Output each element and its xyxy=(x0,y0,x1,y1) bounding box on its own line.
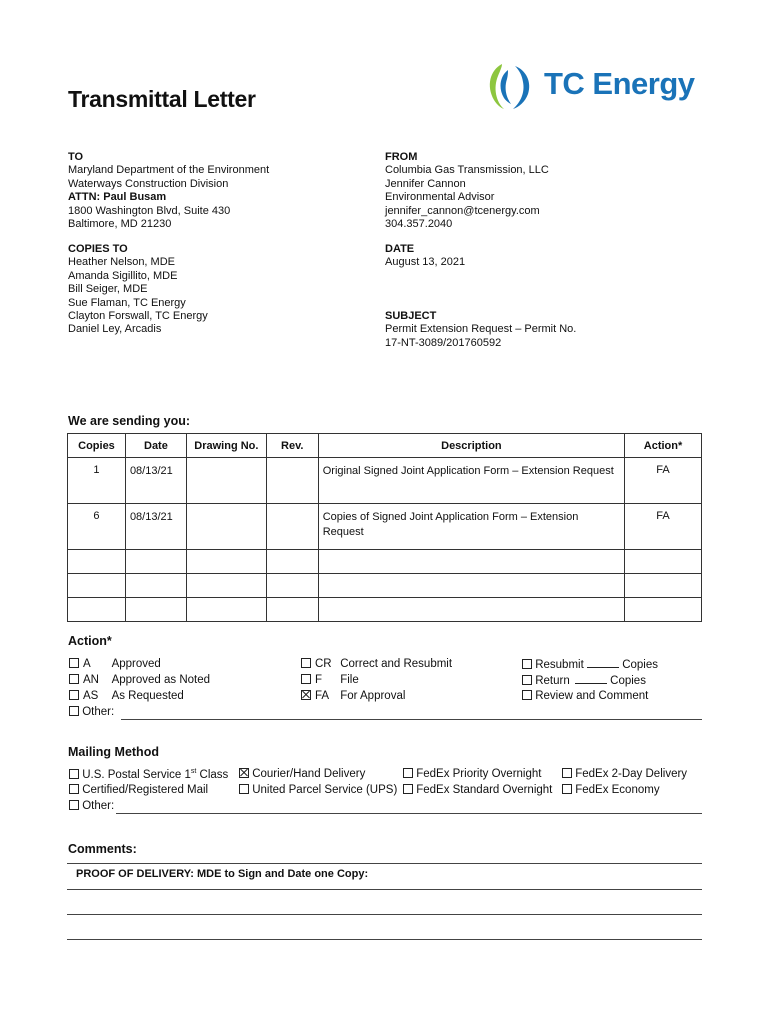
column-header: Rev. xyxy=(266,434,318,458)
to-line: Waterways Construction Division xyxy=(68,177,229,190)
checkbox[interactable] xyxy=(403,768,413,778)
drawing-cell xyxy=(186,458,266,504)
checkbox[interactable] xyxy=(522,675,532,685)
blank-line[interactable] xyxy=(575,674,607,684)
mailing-option-fedex-economy[interactable]: FedEx Economy xyxy=(562,784,660,796)
action-option[interactable]: Return Copies xyxy=(522,674,646,687)
action-cell: FA xyxy=(625,504,702,550)
mailing-option-ups[interactable]: United Parcel Service (UPS) xyxy=(239,784,397,796)
to-label: TO xyxy=(68,151,84,163)
empty-row xyxy=(68,598,702,622)
from-line: Jennifer Cannon xyxy=(385,177,466,190)
copies-to-line: Clayton Forswall, TC Energy xyxy=(68,310,208,323)
mailing-heading: Mailing Method xyxy=(68,745,159,759)
column-header: Copies xyxy=(68,434,126,458)
date-cell: 08/13/21 xyxy=(125,458,186,504)
table-header-row xyxy=(68,434,702,458)
sending-heading: We are sending you: xyxy=(68,414,191,428)
to-line: Maryland Department of the Environment xyxy=(68,164,270,177)
to-block xyxy=(68,151,269,231)
drawing-cell xyxy=(186,504,266,550)
checkbox[interactable] xyxy=(69,690,79,700)
from-label: FROM xyxy=(385,151,418,163)
logo-text: TC Energy xyxy=(544,66,695,101)
copies-to-line: Sue Flaman, TC Energy xyxy=(68,296,186,309)
mailing-other-line xyxy=(116,813,702,814)
rev-cell xyxy=(266,504,318,550)
table-row xyxy=(68,504,702,550)
column-header: Description xyxy=(318,434,624,458)
checkbox-checked[interactable] xyxy=(239,768,249,778)
copies-to-line: Daniel Ley, Arcadis xyxy=(68,323,162,336)
tc-energy-swirl-icon xyxy=(482,58,538,114)
date-block xyxy=(385,243,465,270)
from-phone: 304.357.2040 xyxy=(385,218,453,231)
blank-line[interactable] xyxy=(587,658,619,668)
checkbox[interactable] xyxy=(69,706,79,716)
to-line: Baltimore, MD 21230 xyxy=(68,218,172,231)
page-title: Transmittal Letter xyxy=(68,86,256,112)
comments-line[interactable] xyxy=(67,889,702,890)
checkbox[interactable] xyxy=(69,658,79,668)
comments-text: PROOF OF DELIVERY: MDE to Sign and Date one Copy: xyxy=(76,868,369,880)
copies-to-line: Bill Seiger, MDE xyxy=(68,283,148,296)
to-line: ATTN: Paul Busam xyxy=(68,191,167,204)
comments-line[interactable] xyxy=(67,939,702,940)
subject-line: Permit Extension Request – Permit No. xyxy=(385,323,577,336)
checkbox[interactable] xyxy=(69,769,79,779)
checkbox[interactable] xyxy=(301,674,311,684)
subject-block xyxy=(385,310,576,350)
company-logo xyxy=(482,58,702,114)
copies-to-line: Heather Nelson, MDE xyxy=(68,256,175,269)
action-option[interactable]: F File xyxy=(301,674,359,686)
action-option[interactable]: FA For Approval xyxy=(301,690,405,702)
mailing-option-fedex-2day[interactable]: FedEx 2-Day Delivery xyxy=(562,768,687,780)
checkbox[interactable] xyxy=(522,690,532,700)
description-cell: Original Signed Joint Application Form – Extension Request xyxy=(318,458,624,504)
from-line: Environmental Advisor xyxy=(385,191,495,204)
comments-line[interactable] xyxy=(67,914,702,915)
action-option[interactable]: A Approved xyxy=(69,658,161,670)
column-header: Date xyxy=(125,434,186,458)
mailing-option-courier[interactable]: Courier/Hand Delivery xyxy=(239,768,365,780)
subject-label: SUBJECT xyxy=(385,310,437,322)
empty-row xyxy=(68,574,702,598)
empty-row xyxy=(68,550,702,574)
mailing-option-fedex-standard[interactable]: FedEx Standard Overnight xyxy=(403,784,552,796)
date-cell: 08/13/21 xyxy=(125,504,186,550)
copies-cell: 1 xyxy=(68,458,126,504)
copies-to-line: Amanda Sigillito, MDE xyxy=(68,269,178,282)
checkbox[interactable] xyxy=(562,784,572,794)
action-option[interactable]: CR Correct and Resubmit xyxy=(301,658,452,670)
date-label: DATE xyxy=(385,243,415,255)
checkbox-checked[interactable] xyxy=(301,690,311,700)
action-option[interactable]: AS As Requested xyxy=(69,690,184,702)
action-option[interactable]: Resubmit Copies xyxy=(522,658,658,671)
items-table xyxy=(67,433,702,622)
description-cell: Copies of Signed Joint Application Form – Extension Request xyxy=(318,504,624,550)
checkbox[interactable] xyxy=(239,784,249,794)
column-header: Drawing No. xyxy=(186,434,266,458)
action-option[interactable]: Review and Comment xyxy=(522,690,648,702)
from-block xyxy=(385,151,549,231)
action-option[interactable]: AN Approved as Noted xyxy=(69,674,210,686)
action-other[interactable]: Other: xyxy=(69,706,114,718)
copies-cell: 6 xyxy=(68,504,126,550)
date-value: August 13, 2021 xyxy=(385,256,466,269)
action-cell: FA xyxy=(625,458,702,504)
action-heading: Action* xyxy=(68,634,112,648)
checkbox[interactable] xyxy=(69,674,79,684)
copies-to-block xyxy=(68,243,208,337)
copies-to-label: COPIES TO xyxy=(68,243,128,255)
mailing-option-fedex-priority[interactable]: FedEx Priority Overnight xyxy=(403,768,541,780)
checkbox[interactable] xyxy=(301,658,311,668)
subject-line: 17-NT-3089/201760592 xyxy=(385,336,502,349)
from-line: Columbia Gas Transmission, LLC xyxy=(385,164,549,177)
other-line xyxy=(121,719,702,720)
comments-heading: Comments: xyxy=(68,842,137,856)
checkbox[interactable] xyxy=(562,768,572,778)
from-email: jennifer_cannon@tcenergy.com xyxy=(385,204,540,217)
comments-line xyxy=(67,863,702,864)
column-header: Action* xyxy=(625,434,702,458)
mailing-option-usps[interactable]: U.S. Postal Service 1st Class xyxy=(69,768,228,781)
table-row xyxy=(68,458,702,504)
checkbox[interactable] xyxy=(69,800,79,810)
to-line: 1800 Washington Blvd, Suite 430 xyxy=(68,204,231,217)
mailing-option-other[interactable]: Other: xyxy=(69,800,114,812)
checkbox[interactable] xyxy=(522,659,532,669)
checkbox[interactable] xyxy=(69,784,79,794)
rev-cell xyxy=(266,458,318,504)
checkbox[interactable] xyxy=(403,784,413,794)
mailing-option-certified[interactable]: Certified/Registered Mail xyxy=(69,784,208,796)
